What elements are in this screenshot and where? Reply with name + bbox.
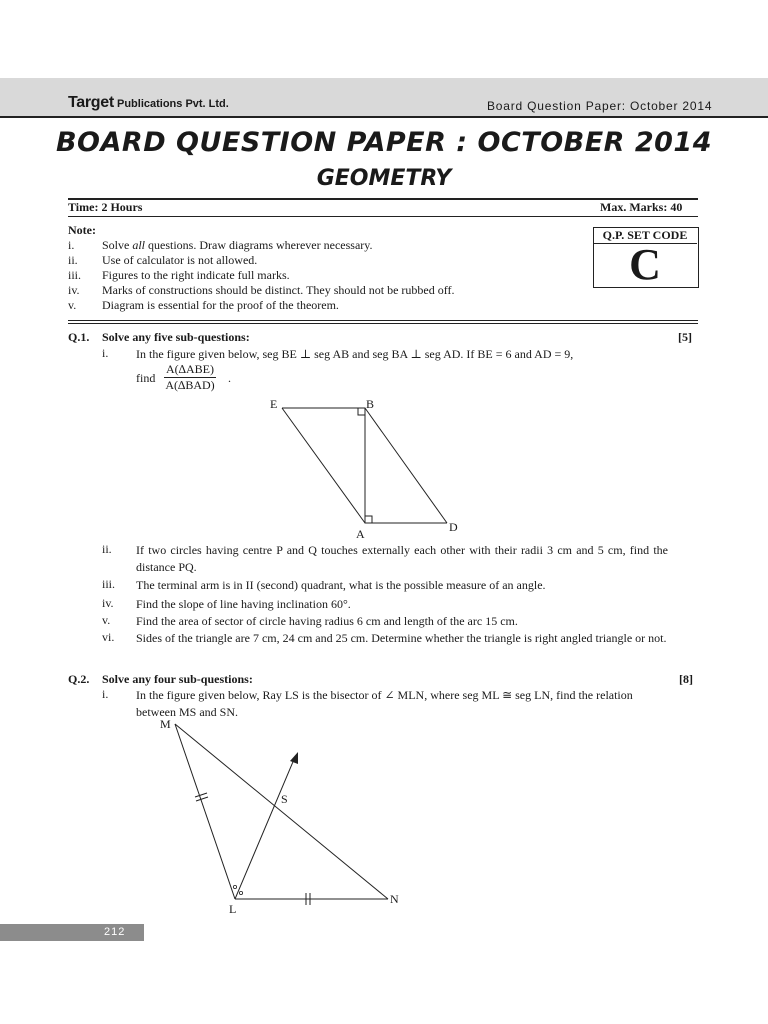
brand-name: Target — [68, 94, 114, 111]
ray-ls — [235, 757, 295, 899]
fraction-period: . — [228, 371, 231, 385]
subquestion-number: iii. — [102, 577, 116, 591]
header-paper-title: Board Question Paper: October 2014 — [487, 99, 713, 113]
subquestion-text: Find the slope of line having inclination 60°. — [136, 597, 351, 611]
find-label: find — [136, 371, 156, 385]
tick-mark-ml — [196, 797, 208, 801]
subquestion-number: vi. — [102, 630, 115, 644]
subquestion-text: If two circles having centre P and Q touches externally each other with their radii 3 cm and 5 cm, find the distance PQ. — [136, 543, 668, 574]
question-number: Q.2. — [68, 672, 90, 686]
set-code-label: Q.P. SET CODE — [593, 228, 697, 244]
vertex-label-m: M — [160, 717, 171, 731]
note-item: Marks of constructions should be distinct. They should not be rubbed off. — [102, 283, 455, 297]
segment-ml — [175, 724, 235, 899]
note-item: Diagram is essential for the proof of the theorem. — [102, 298, 339, 312]
note-number: iv. — [68, 283, 80, 297]
note-item: Figures to the right indicate full marks. — [102, 268, 290, 282]
question-marks: [8] — [679, 672, 693, 686]
vertex-label-a: A — [356, 527, 365, 541]
subquestion-number: i. — [102, 687, 109, 701]
subquestion-text: In the figure given below, Ray LS is the bisector of ∠ MLN, where seg ML ≅ seg LN, find the relation between MS and SN. — [136, 688, 633, 719]
note-item: Solve all questions. Draw diagrams wherever necessary. — [102, 238, 373, 252]
note-number: ii. — [68, 253, 78, 267]
header-rule — [0, 116, 768, 118]
segment-mn — [175, 724, 388, 899]
subquestion-number: i. — [102, 346, 109, 360]
subquestion-number: iv. — [102, 596, 114, 610]
publisher-logo — [68, 94, 229, 112]
vertex-label-n: N — [390, 892, 399, 906]
segment-bd — [365, 408, 447, 523]
right-angle-mark-a — [365, 516, 372, 523]
section-rule — [68, 320, 698, 321]
subquestion-text: The terminal arm is in II (second) quadrant, what is the possible measure of an angle. — [136, 578, 546, 592]
tick-mark-ml — [195, 793, 207, 797]
question-marks: [5] — [678, 330, 692, 344]
time-label: Time: 2 Hours — [68, 200, 143, 214]
subquestion-number: ii. — [102, 542, 112, 556]
ray-arrowhead — [290, 752, 298, 764]
subject-title: GEOMETRY — [316, 166, 452, 191]
figure-q2-triangle — [150, 712, 410, 918]
page-title: BOARD QUESTION PAPER : OCTOBER 2014 — [55, 127, 713, 158]
subquestion-text: Find the area of sector of circle having radius 6 cm and length of the arc 15 cm. — [136, 614, 518, 628]
angle-mark — [239, 891, 242, 894]
set-code-letter: C — [629, 240, 661, 289]
vertex-label-e: E — [270, 397, 278, 411]
subquestion-text: In the figure given below, seg BE ⊥ seg AB and seg BA ⊥ seg AD. If BE = 6 and AD = 9, — [136, 347, 574, 361]
right-angle-mark-b — [358, 408, 365, 415]
section-rule — [68, 323, 698, 324]
note-title: Note: — [68, 223, 96, 237]
vertex-label-b: B — [366, 397, 375, 411]
note-item: Use of calculator is not allowed. — [102, 253, 258, 267]
vertex-label-s: S — [281, 792, 288, 806]
info-rule — [68, 216, 698, 217]
fraction-numerator: A(∆ABE) — [166, 362, 214, 376]
note-number: iii. — [68, 268, 82, 282]
area-ratio-fraction — [164, 362, 216, 393]
max-marks-label: Max. Marks: 40 — [600, 200, 683, 214]
subquestion-text: Sides of the triangle are 7 cm, 24 cm and 25 cm. Determine whether the triangle is right angled triangle or not. — [136, 631, 667, 645]
question-number: Q.1. — [68, 330, 90, 344]
brand-suffix: Publications Pvt. Ltd. — [116, 98, 229, 110]
subquestion-number: v. — [102, 613, 111, 627]
figure-q1-quadrilateral — [260, 392, 470, 544]
fraction-denominator: A(∆BAD) — [165, 378, 215, 392]
vertex-label-l: L — [229, 902, 237, 916]
question-title: Solve any four sub-questions: — [102, 672, 253, 686]
page-number: 212 — [104, 926, 126, 938]
note-number: v. — [68, 298, 77, 312]
segment-ea — [282, 408, 365, 523]
vertex-label-d: D — [449, 520, 458, 534]
note-number: i. — [68, 238, 75, 252]
question-title: Solve any five sub-questions: — [102, 330, 250, 344]
angle-mark — [233, 885, 236, 888]
